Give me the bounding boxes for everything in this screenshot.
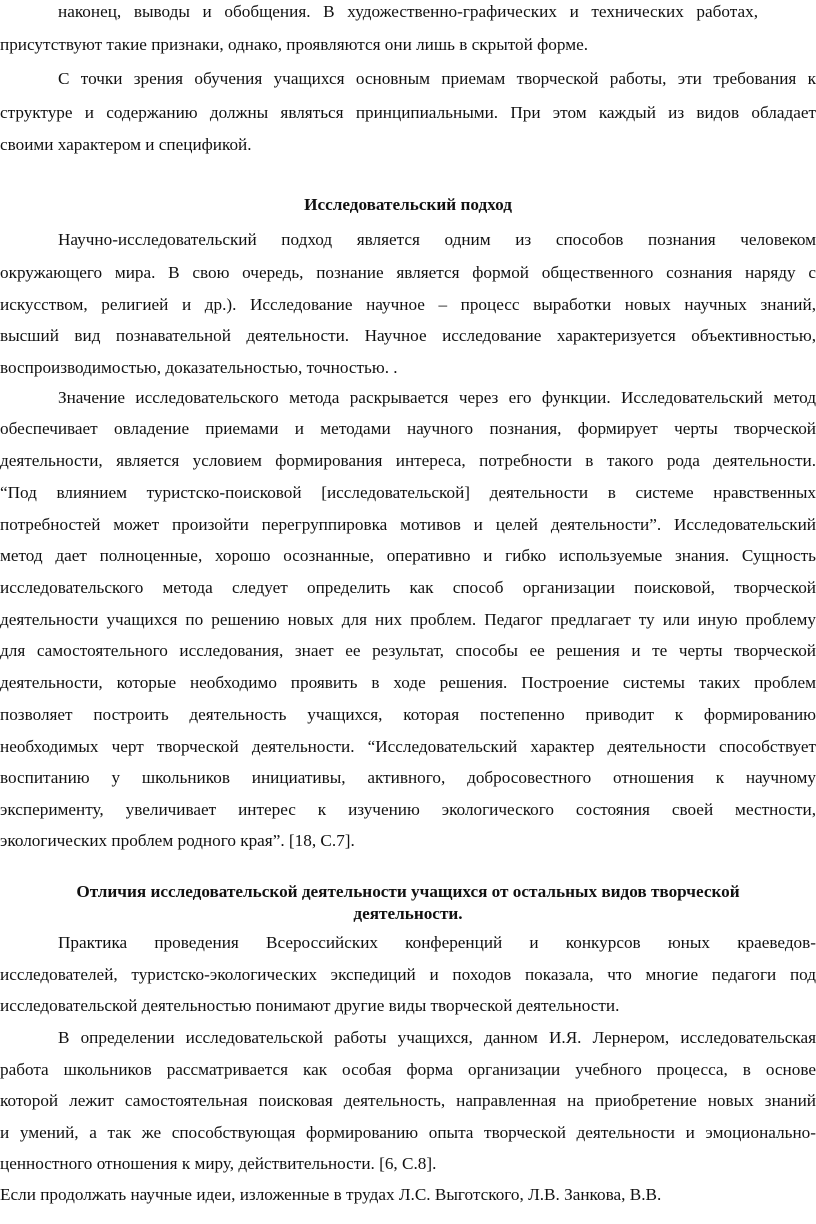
- section-heading-continuation: деятельности.: [353, 904, 463, 923]
- body-text-line: эксперименту, увеличивает интерес к изучению экологического состояния своей местности,: [0, 800, 816, 819]
- body-text-line: работа школьников рассматривается как особая форма организации учебного процесса, в основе: [0, 1060, 816, 1079]
- body-text-line: позволяет построить деятельность учащихся, которая постепенно приводит к формированию: [0, 705, 816, 724]
- body-text-line: “Под влиянием туристско-поисковой [исследовательской] деятельности в системе нравственных: [0, 483, 816, 502]
- body-text-line: Практика проведения Всероссийских конференций и конкурсов юных краеведов-: [58, 933, 816, 952]
- body-text-line: исследователей, туристско-экологических экспедиций и походов показала, что многие педагоги под: [0, 965, 816, 984]
- body-text-line: В определении исследовательской работы учащихся, данном И.Я. Лернером, исследовательская: [58, 1028, 816, 1047]
- body-text-line: воспитанию у школьников инициативы, активного, добросовестного отношения к научному: [0, 768, 816, 787]
- body-text-line: необходимых черт творческой деятельности. “Исследовательский характер деятельности способствует: [0, 737, 816, 756]
- body-text-line: присутствуют такие признаки, однако, проявляются они лишь в скрытой форме.: [0, 35, 588, 54]
- body-text-line: обеспечивает овладение приемами и методами научного познания, формирует черты творческой: [0, 419, 816, 438]
- body-text-line: деятельности учащихся по решению новых для них проблем. Педагог предлагает ту или иную проблему: [0, 610, 816, 629]
- body-text-line: исследовательского метода следует определить как способ организации поисковой, творческой: [0, 578, 816, 597]
- body-text-line: наконец, выводы и обобщения. В художественно-графических и технических работах,: [58, 2, 758, 21]
- body-text-line: которой лежит самостоятельная поисковая деятельность, направленная на приобретение новых знаний: [0, 1091, 816, 1110]
- body-text-line: деятельности, которые необходимо проявить в ходе решения. Построение системы таких проблем: [0, 673, 816, 692]
- body-text-line: для самостоятельного исследования, знает ее результат, способы ее решения и те черты творческой: [0, 641, 816, 660]
- body-text-line: искусством, религией и др.). Исследование научное – процесс выработки новых научных знаний,: [0, 295, 816, 314]
- body-text-line: ценностного отношения к миру, действительности. [6, С.8].: [0, 1154, 437, 1173]
- body-text-line: метод дает полноценные, хорошо осознанные, оперативно и гибко используемые знания. Сущность: [0, 546, 816, 565]
- body-text-line: потребностей может произойти перегруппировка мотивов и целей деятельности”. Исследовательский: [0, 515, 816, 534]
- section-heading: Отличия исследовательской деятельности учащихся от остальных видов творческой: [76, 882, 740, 901]
- body-text-line: воспроизводимостью, доказательностью, точностью. .: [0, 358, 398, 377]
- body-text-line: Если продолжать научные идеи, изложенные в трудах Л.С. Выготского, Л.В. Занкова, В.В.: [0, 1185, 662, 1204]
- body-text-line: окружающего мира. В свою очередь, познание является формой общественного сознания наряду с: [0, 263, 816, 282]
- body-text-line: высший вид познавательной деятельности. Научное исследование характеризуется объективностью,: [0, 326, 816, 345]
- body-text-line: Научно-исследовательский подход является одним из способов познания человеком: [58, 230, 816, 249]
- body-text-line: и умений, а так же способствующая формированию опыта творческой деятельности и эмоционально-: [0, 1123, 816, 1142]
- body-text-line: своими характером и спецификой.: [0, 135, 252, 154]
- body-text-line: Значение исследовательского метода раскрывается через его функции. Исследовательский метод: [58, 388, 816, 407]
- body-text-line: структуре и содержанию должны являться принципиальными. При этом каждый из видов обладает: [0, 103, 816, 122]
- section-heading: Исследовательский подход: [304, 195, 512, 214]
- body-text-line: деятельности, является условием формирования интереса, потребности в такого рода деятельности.: [0, 451, 816, 470]
- body-text-line: исследовательской деятельностью понимают другие виды творческой деятельности.: [0, 996, 620, 1015]
- body-text-line: экологических проблем родного края”. [18, С.7].: [0, 831, 355, 850]
- body-text-line: С точки зрения обучения учащихся основным приемам творческой работы, эти требования к: [58, 69, 816, 88]
